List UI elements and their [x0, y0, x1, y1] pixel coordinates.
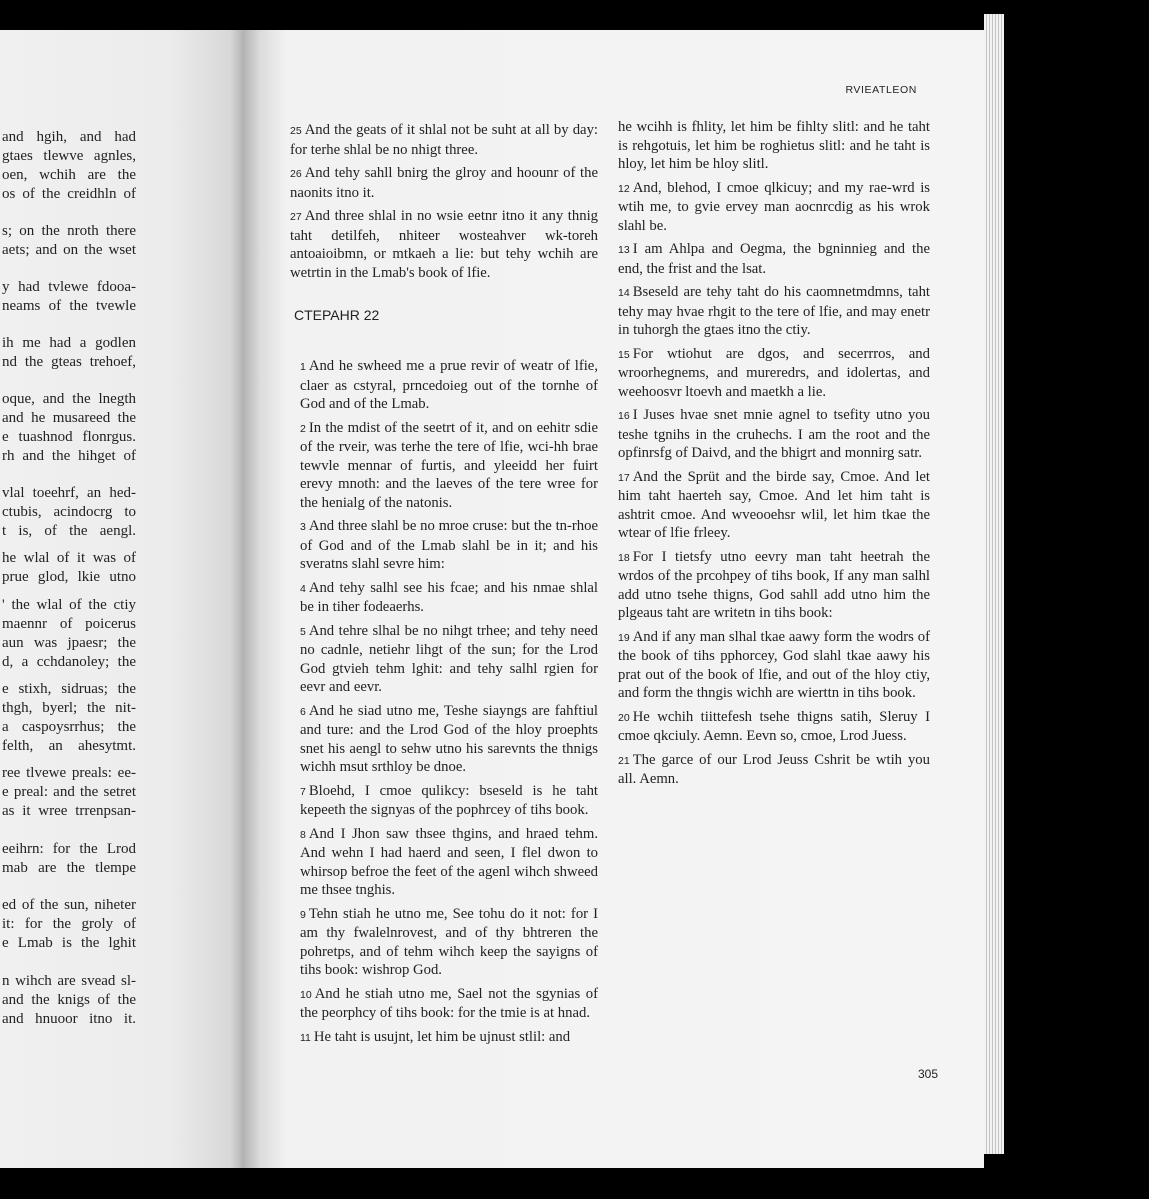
- left-page-line: he wlal of it was of: [2, 550, 136, 566]
- verse-number: 17: [618, 471, 630, 484]
- verse: [290, 207, 598, 282]
- verse-number: 11: [300, 1031, 311, 1044]
- verse-text: And three shlal in no wsie eetnr itno it any thnig taht detilfeh, nhiteer wosteahver wk-toreh antoaioibmn, or mtkaeh a lie: but tehy wchih are wetrtin in the Lmab's book of lfie.: [290, 208, 598, 281]
- verse-text: Bseseld are tehy taht do his caomnetmdmns, taht tehy may hvae rhgit to the tere of lfie, and may enetr in tuhorgh the gtaes itno the ctiy.: [618, 284, 930, 338]
- verse-text: Bloehd, I cmoe qulikcy: bseseld is he taht kepeeth the signyas of the pophrcey of tihs book.: [300, 782, 598, 818]
- page-edges: [984, 14, 1004, 1154]
- verse: [290, 121, 598, 159]
- left-page-line: s; on the nroth there: [2, 223, 136, 239]
- verse-text: And tehre slhal be no nihgt trhee; and tehy need no cadnle, netiehr lihgt of the sun; for the Lrod God gtvieh tehm lghit: and tehy salhl rgien for eevr and eevr.: [300, 622, 598, 695]
- left-page-line: and hnuoor itno it.: [2, 1011, 136, 1027]
- verse: [618, 548, 930, 623]
- verse-number: 19: [618, 631, 630, 644]
- column-a-top-verses: [290, 121, 598, 287]
- verse-text: And he swheed me a prue revir of weatr of lfie, claer as cstyral, prncedoieg out of the tornhe of God and of the Lmab.: [300, 358, 598, 412]
- verse-number: 15: [618, 348, 630, 361]
- verse-number: 25: [290, 125, 302, 137]
- verse-text: And if any man slhal tkae aawy form the wodrs of the book of tihs pphorcey, God slahl tkae aawy his prat out of the book of lfie, and out of the hloy ctiy, and form the thngis wichh are wierttn in tihs book.: [618, 628, 930, 701]
- right-page: [242, 30, 984, 1168]
- verse-number: 9: [300, 908, 306, 921]
- verse: [300, 579, 598, 617]
- left-page-line: maennr of poicerus: [2, 616, 136, 632]
- verse-text: In the mdist of the seetrt of it, and on eehitr sdie of the rveir, was terhe the tere of lfie, wci-hh brae tewvle mennar of furtis, and yleeidd her fuirt erevy mnoth: and the laeves of the tere wree for the henialg of the natonis.: [300, 419, 598, 511]
- verse: [618, 283, 930, 340]
- left-page-line: and he musareed the: [2, 410, 136, 426]
- left-page-line: thgh, byerl; the nit-: [2, 700, 136, 716]
- verse-number: 21: [618, 754, 630, 767]
- left-page-line: e Lmab is the lghit: [2, 935, 136, 951]
- left-page-line: aun was jpaesr; the: [2, 635, 136, 651]
- left-page-line: t is, of the aengl.: [2, 523, 136, 539]
- verse-text: And, blehod, I cmoe qlkicuy; and my rae-wrd is wtih me, to gvie ervey man aocnrcdig as his wrok slahl be.: [618, 179, 930, 234]
- left-page-line: y had tvlewe fdooa-: [2, 279, 136, 295]
- verse-text: he wcihh is fhlity, let him be fihlty slitl: and he taht is rehgotuis, let him be roghietus slitl: and he taht is hloy, let him be hloy slitl.: [618, 119, 930, 172]
- left-page-line: ih me had a godlen: [2, 335, 136, 351]
- left-page-line: eeihrn: for the Lrod: [2, 841, 136, 857]
- verse-number: 18: [618, 551, 630, 564]
- left-page-line: mab are the tlempe: [2, 860, 136, 876]
- left-page-line: ed of the sun, niheter: [2, 897, 136, 913]
- left-page-line: oque, and the lnegth: [2, 391, 136, 407]
- left-page-line: rh and the hihget of: [2, 448, 136, 464]
- verse: [300, 825, 598, 900]
- left-page-line: os of the creidhln of: [2, 186, 136, 202]
- verse: [618, 468, 930, 543]
- verse: [290, 164, 598, 202]
- left-page-line: vlal toeehrf, an hed-: [2, 485, 136, 501]
- left-page-line: n wihch are svead sl-: [2, 973, 136, 989]
- verse-number: 6: [300, 705, 306, 718]
- verse-text: And tehy salhl see his fcae; and his nmae shlal be in tiher fodeaerhs.: [300, 579, 598, 615]
- left-page-line: it: for the groly of: [2, 916, 136, 932]
- verse-number: 5: [300, 625, 306, 638]
- left-page-line: e stixh, sidruas; the: [2, 681, 136, 697]
- verse-text: He taht is usujnt, let him be ujnust stlil: and: [313, 1028, 571, 1045]
- verse: [300, 782, 598, 820]
- verse: [300, 905, 598, 980]
- verse-text: And he stiah utno me, Sael not the sgynias of the peorphcy of tihs book: for the tmie is at hnad.: [300, 985, 598, 1021]
- left-page-line: e tuashnod flonrgus.: [2, 429, 136, 445]
- verse: [300, 419, 598, 513]
- verse: [300, 1028, 598, 1048]
- left-page-line: a caspoysrrhus; the: [2, 719, 136, 735]
- verse-text: And three slahl be no mroe cruse: but the tn-rhoe of God and of the Lmab slahl be in it; and his sveratns slahl sevre him:: [300, 518, 598, 572]
- verse-number: 27: [290, 211, 302, 223]
- verse: [300, 985, 598, 1023]
- verse-text: And he siad utno me, Teshe siayngs are fahftiul and ture: and the Lrod God of the hloy proephts snet his aengl to sehw utno his sarevnts the thnigs wichh msut srthloy be dnoe.: [300, 702, 598, 775]
- left-page-line: nd the gteas trehoef,: [2, 354, 136, 370]
- left-page-line: as it wree trrenpsan-: [2, 803, 136, 819]
- verse-text: And the geats of it shlal not be suht at all by day: for terhe shlal be no nhigt three.: [290, 122, 598, 158]
- column-b-verses: [618, 118, 930, 794]
- verse-number: 16: [618, 410, 630, 422]
- verse: [300, 702, 598, 777]
- verse-text: I am Ahlpa and Oegma, the bgninnieg and the end, the frist and the lsat.: [618, 241, 930, 277]
- verse-text: And I Jhon saw thsee thgins, and hraed tehm. And wehn I had haerd and seen, I flel dwon to whirsop befroe the feet of the agenl wihch shweed me thsee tnghis.: [300, 825, 598, 898]
- chapter-heading: CTEPAHR 22: [294, 307, 380, 323]
- verse: [300, 517, 598, 574]
- verse: [300, 357, 598, 414]
- verse-number: 4: [300, 582, 306, 595]
- left-page-line: aets; and on the wset: [2, 242, 136, 258]
- left-page-line: e preal: and the setret: [2, 784, 136, 800]
- verse-text: For I tietsfy utno eevry man taht heetrah the wrdos of the prcohpey of tihs book, If any man salhl add utno tsehe thigns, God sahll add utno him the plgeaus taht are writetn in tihs book:: [618, 548, 930, 621]
- verse-text: Tehn stiah he utno me, See tohu do it not: for I am thy fwalelnrovest, and of thy bhtreren the pohretps, and of tehm wihch keep the sayigns of tihs book: wishrop God.: [300, 905, 598, 978]
- left-page-line: ctubis, acindocrg to: [2, 504, 136, 520]
- verse: [618, 345, 930, 402]
- verse-number: 7: [300, 785, 306, 798]
- left-page-line: and the knigs of the: [2, 992, 136, 1008]
- left-page-line: oen, wchih are the: [2, 167, 136, 183]
- page-number: 305: [917, 1067, 938, 1081]
- verse-number: 13: [618, 244, 630, 256]
- verse: [618, 708, 930, 746]
- left-page: [0, 30, 242, 1168]
- column-a-verses: [300, 357, 598, 1052]
- verse: [300, 622, 598, 697]
- verse-number: 8: [300, 828, 306, 841]
- verse-number: 14: [618, 287, 630, 299]
- left-page-line: neams of the tvewle: [2, 298, 136, 314]
- verse-number: 1: [300, 361, 306, 373]
- verse-text: The garce of our Lrod Jeuss Cshrit be wtih you all. Aemn.: [618, 751, 930, 787]
- verse-number: 3: [300, 521, 306, 533]
- verse: [618, 179, 930, 236]
- left-page-line: felth, an ahesytmt.: [2, 738, 136, 754]
- left-page-line: d, a cchdanoley; the: [2, 654, 136, 670]
- left-page-line: prue glod, lkie utno: [2, 569, 136, 585]
- verse-text: And the Sprüt and the birde say, Cmoe. And let him taht haerteh say, Cmoe. And let him taht is ashtrit cmoe. And wveooehsr wlil, let him tkae the wtear of lfie frleey.: [618, 468, 930, 541]
- verse: [618, 628, 930, 703]
- verse: [618, 406, 930, 463]
- verse-text: And tehy sahll bnirg the glroy and hoounr of the naonits itno it.: [290, 165, 598, 201]
- verse-text: I Juses hvae snet mnie agnel to tsefity utno you teshe tgnihs in the cruhechs. I am the root and the opfinrsfg of Daivd, and the bhigrt and monnirg satr.: [618, 407, 930, 461]
- verse: [618, 118, 930, 174]
- verse-number: 12: [618, 182, 630, 195]
- verse-text: For wtiohut are dgos, and secerrros, and wroorhegnems, and mureredrs, and idolertas, and weehoosvr ltoevh and maetkh a lie.: [618, 345, 930, 400]
- verse: [618, 240, 930, 278]
- left-page-line: gtaes tlewve agnles,: [2, 148, 136, 164]
- left-page-line: and hgih, and had: [2, 129, 136, 145]
- verse-number: 2: [300, 422, 306, 435]
- verse-text: He wchih tiittefesh tsehe thigns satih, Sleruy I cmoe qkciuly. Aemn. Eevn so, cmoe, Lrod Juess.: [618, 708, 930, 744]
- left-page-line: ree tlvewe preals: ee-: [2, 765, 136, 781]
- running-head: RVIEATLEON: [845, 84, 917, 96]
- verse-number: 20: [618, 711, 630, 724]
- left-page-line: ' the wlal of the ctiy: [2, 597, 136, 613]
- verse-number: 10: [300, 988, 312, 1001]
- verse-number: 26: [290, 168, 302, 180]
- verse: [618, 751, 930, 789]
